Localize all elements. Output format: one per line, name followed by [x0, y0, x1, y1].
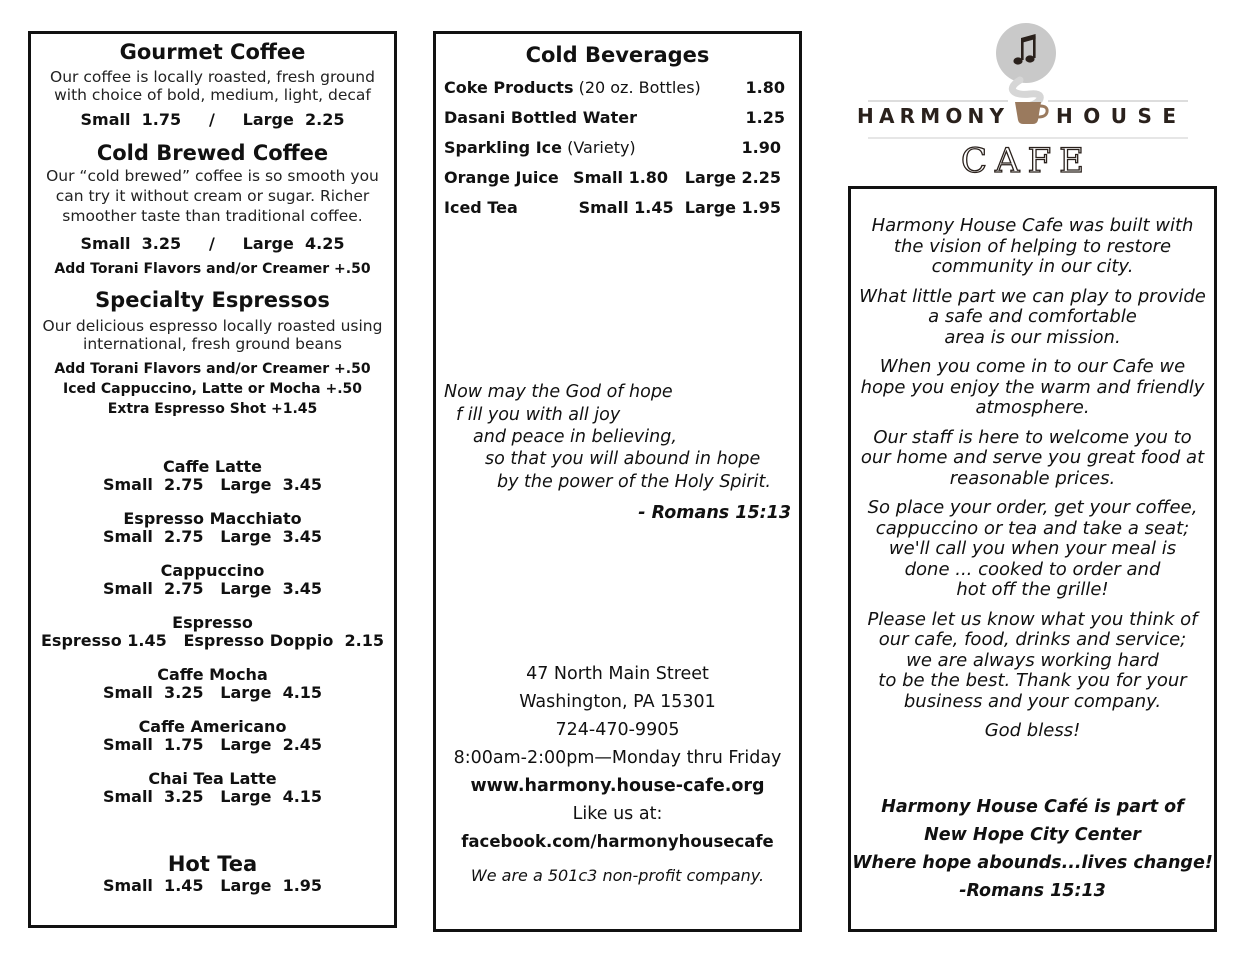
- about-line: Our staff is here to welcome you to: [873, 426, 1192, 448]
- beverage-name: Sparkling Ice: [444, 138, 562, 157]
- verse-line: Now may the God of hope: [444, 382, 673, 402]
- about-line: business and your company.: [903, 690, 1162, 712]
- specialty-espressos-title: Specialty Espressos: [95, 288, 330, 312]
- verse-line: by the power of the Holy Spirit.: [497, 472, 771, 492]
- verse-reference: - Romans 15:13: [638, 503, 791, 523]
- cold-brew-desc-line: smoother taste than traditional coffee.: [62, 207, 363, 225]
- closing-line: Harmony House Café is part of: [881, 797, 1184, 817]
- about-panel: [848, 186, 1217, 932]
- hot-tea-title: Hot Tea: [167, 852, 258, 876]
- gourmet-desc-line: Our coffee is locally roasted, fresh ground: [50, 68, 375, 86]
- logo-circle: [996, 23, 1056, 83]
- about-line: reasonable prices.: [949, 467, 1116, 489]
- verse-line: and peace in believing,: [473, 427, 677, 447]
- beverage-name: Dasani Bottled Water: [444, 108, 637, 127]
- about-paragraph: [855, 610, 1210, 713]
- about-line: to be the best. Thank you for your: [878, 670, 1187, 691]
- about-line: community in our city.: [931, 256, 1134, 277]
- about-paragraph: [855, 216, 1210, 278]
- menu-item-price: Small 3.25 Large 4.15: [102, 683, 323, 702]
- menu-item-price: Small 1.75 Large 2.45: [102, 735, 323, 754]
- about-line: a safe and comfortable: [928, 306, 1137, 327]
- menu-item: [31, 458, 394, 510]
- beverage-row: [444, 76, 785, 100]
- menu-item: [31, 614, 394, 666]
- closing-block: [851, 793, 1214, 905]
- beverage-row: [444, 166, 781, 190]
- about-line: we'll call you when your meal is: [888, 538, 1177, 559]
- menu-item-name: Espresso: [172, 613, 253, 632]
- espresso-addon: Extra Espresso Shot +1.45: [107, 401, 318, 417]
- menu-item-name: Cappuccino: [160, 561, 265, 580]
- cold-brew-price: Small 3.25 / Large 4.25: [80, 234, 345, 253]
- nonprofit-note: We are a 501c3 non-profit company.: [470, 866, 765, 885]
- menu-item-price: Small 2.75 Large 3.45: [102, 475, 323, 494]
- logo-word-cafe: CAFE: [961, 141, 1092, 180]
- gourmet-coffee-title: Gourmet Coffee: [119, 40, 306, 64]
- about-line: hot off the grille!: [956, 579, 1109, 600]
- gourmet-desc-line: with choice of bold, medium, light, decaf: [54, 86, 371, 104]
- espresso-desc-line: international, fresh ground beans: [83, 335, 342, 353]
- menu-item-price: Small 2.75 Large 3.45: [102, 579, 323, 598]
- beverage-price: 1.90: [741, 138, 781, 157]
- beverage-row: [444, 136, 781, 160]
- verse-line: f ill you with all joy: [456, 405, 621, 425]
- menu-item-price: Espresso 1.45 Espresso Doppio 2.15: [41, 631, 384, 650]
- espresso-addon: Iced Cappuccino, Latte or Mocha +.50: [63, 381, 362, 397]
- about-line: So place your order, get your coffee,: [867, 497, 1198, 518]
- cold-beverages-panel: [433, 31, 802, 932]
- about-line: cappuccino or tea and take a seat;: [875, 517, 1190, 539]
- menu-item-name: Espresso Macchiato: [123, 509, 302, 528]
- about-line: done ... cooked to order and: [904, 558, 1161, 580]
- espresso-desc-line: Our delicious espresso locally roasted using: [42, 317, 383, 335]
- menu-item: [31, 666, 394, 718]
- about-line: What little part we can play to provide: [859, 285, 1206, 307]
- beverage-price: 1.25: [745, 108, 785, 127]
- about-paragraph: [855, 428, 1210, 490]
- phone-number: 724-470-9905: [555, 720, 680, 740]
- business-hours: 8:00am-2:00pm—Monday thru Friday: [453, 748, 782, 768]
- beverage-price: 1.80: [745, 78, 785, 97]
- god-bless: God bless!: [984, 720, 1081, 741]
- hot-tea-item: [31, 851, 394, 895]
- hot-tea-price: Small 1.45 Large 1.95: [102, 876, 323, 895]
- about-paragraph: [855, 357, 1210, 419]
- menu-item-name: Caffe Americano: [138, 717, 287, 736]
- cold-beverages-title: Cold Beverages: [525, 43, 710, 67]
- cold-brew-desc-line: Our “cold brewed” coffee is so smooth you: [46, 167, 379, 185]
- beverage-row: [444, 196, 781, 220]
- menu-item-price: Small 2.75 Large 3.45: [102, 527, 323, 546]
- like-us-label: Like us at:: [572, 804, 663, 824]
- address-line: 47 North Main Street: [526, 664, 709, 684]
- about-line: area is our mission.: [944, 326, 1121, 348]
- closing-line: New Hope City Center: [924, 825, 1141, 845]
- beverage-name: Iced Tea: [444, 198, 518, 217]
- about-line: our home and serve you great food at: [860, 447, 1205, 468]
- closing-line: Where hope abounds...lives change!: [852, 853, 1213, 873]
- harmony-house-logo: [848, 20, 1217, 180]
- about-line: Harmony House Cafe was built with: [871, 215, 1194, 236]
- menu-item: [31, 718, 394, 770]
- about-line: hope you enjoy the warm and friendly: [860, 376, 1205, 398]
- menu-item-name: Caffe Latte: [162, 457, 263, 476]
- menu-item: [31, 510, 394, 562]
- espresso-addon: Add Torani Flavors and/or Creamer +.50: [54, 361, 371, 377]
- coffee-cup-icon: [1015, 102, 1047, 124]
- about-paragraph: [855, 287, 1210, 349]
- menu-item-name: Chai Tea Latte: [148, 769, 277, 788]
- about-line: we are always working hard: [906, 649, 1159, 671]
- about-line: When you come in to our Cafe we: [879, 356, 1186, 377]
- beverage-name: Orange Juice: [444, 168, 559, 187]
- about-text: [855, 216, 1210, 742]
- website-link[interactable]: www.harmony.house-cafe.org: [470, 776, 765, 796]
- cold-brew-desc-line: can try it without cream or sugar. Richer: [55, 187, 370, 205]
- beverage-price: Small 1.80 Large 2.25: [573, 168, 781, 187]
- beverage-name: Coke Products: [444, 78, 574, 97]
- menu-item: [31, 770, 394, 822]
- logo-word-harmony: HARMONY: [857, 104, 1010, 128]
- about-line: Please let us know what you think of: [867, 608, 1198, 630]
- espresso-menu-list: [31, 458, 394, 822]
- closing-line: -Romans 15:13: [959, 881, 1106, 901]
- hot-drinks-panel: [28, 31, 397, 928]
- logo-word-house: HOUSE: [1056, 104, 1187, 128]
- about-line: atmosphere.: [975, 397, 1090, 418]
- about-line: the vision of helping to restore: [893, 235, 1172, 257]
- city-line: Washington, PA 15301: [519, 692, 716, 712]
- menu-item-name: Caffe Mocha: [157, 665, 268, 684]
- beverage-note: (Variety): [561, 138, 636, 157]
- menu-item-price: Small 3.25 Large 4.15: [102, 787, 323, 806]
- gourmet-price: Small 1.75 / Large 2.25: [80, 110, 345, 129]
- cold-brew-title: Cold Brewed Coffee: [96, 141, 329, 165]
- about-line: our cafe, food, drinks and service;: [878, 629, 1187, 650]
- menu-item: [31, 562, 394, 614]
- verse-line: so that you will abound in hope: [485, 449, 761, 469]
- facebook-link[interactable]: facebook.com/harmonyhousecafe: [461, 832, 774, 851]
- beverage-price: Small 1.45 Large 1.95: [578, 198, 781, 217]
- about-paragraph: [855, 498, 1210, 601]
- beverage-row: [444, 106, 785, 130]
- beverage-note: (20 oz. Bottles): [573, 78, 701, 97]
- cold-brew-addon: Add Torani Flavors and/or Creamer +.50: [54, 261, 371, 277]
